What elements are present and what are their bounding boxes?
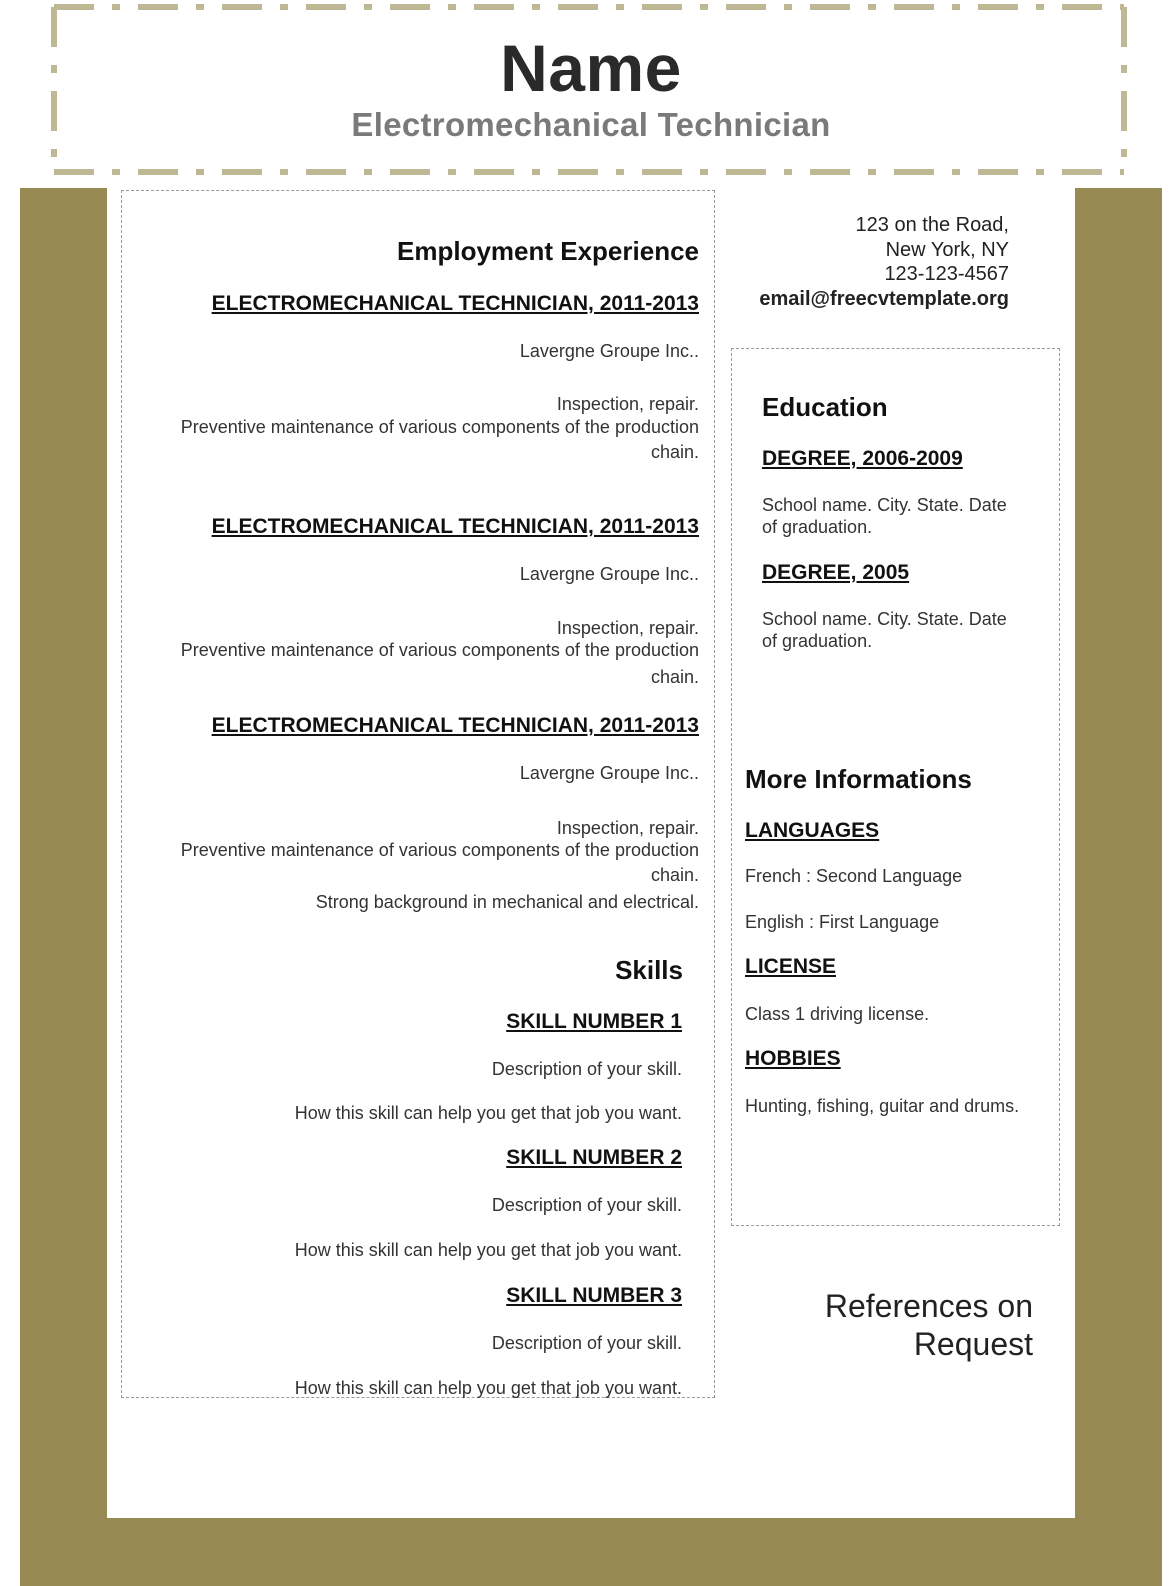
candidate-title: Electromechanical Technician bbox=[351, 106, 831, 143]
job-company: Lavergne Groupe Inc.. bbox=[519, 564, 699, 584]
references-line: References on bbox=[824, 1288, 1033, 1324]
skill-help: How this skill can help you get that job you want. bbox=[294, 1240, 682, 1260]
job-detail: Preventive maintenance of various components of the production bbox=[180, 640, 699, 660]
degree-detail: of graduation. bbox=[762, 631, 873, 651]
job-detail: Strong background in mechanical and electrical. bbox=[315, 892, 699, 912]
more-info-heading: More Informations bbox=[745, 764, 972, 794]
employment-heading: Employment Experience bbox=[397, 236, 699, 266]
skill-title: SKILL NUMBER 3 bbox=[506, 1284, 682, 1307]
job-title: ELECTROMECHANICAL TECHNICIAN, 2011-2013 bbox=[211, 515, 699, 538]
education-heading: Education bbox=[762, 392, 888, 422]
language-item: English : First Language bbox=[745, 912, 940, 932]
references-note bbox=[780, 1287, 1033, 1363]
contact-block bbox=[731, 213, 1009, 311]
hobbies-detail: Hunting, fishing, guitar and drums. bbox=[745, 1096, 1020, 1116]
skill-help: How this skill can help you get that job you want. bbox=[294, 1103, 682, 1123]
job-title: ELECTROMECHANICAL TECHNICIAN, 2011-2013 bbox=[211, 714, 699, 737]
job-detail: Preventive maintenance of various components of the production bbox=[180, 417, 699, 437]
job-company: Lavergne Groupe Inc.. bbox=[519, 763, 699, 783]
language-item: French : Second Language bbox=[745, 866, 963, 886]
address-line: New York, NY bbox=[885, 238, 1009, 261]
references-line: Request bbox=[913, 1326, 1033, 1362]
address-line: 123 on the Road, bbox=[855, 214, 1009, 236]
email-address: email@freecvtemplate.org bbox=[759, 287, 1009, 310]
phone-number: 123-123-4567 bbox=[884, 263, 1009, 285]
license-detail: Class 1 driving license. bbox=[745, 1004, 930, 1024]
hobbies-heading: HOBBIES bbox=[745, 1047, 841, 1070]
skill-title: SKILL NUMBER 2 bbox=[506, 1146, 682, 1169]
job-title: ELECTROMECHANICAL TECHNICIAN, 2011-2013 bbox=[211, 292, 699, 315]
license-heading: LICENSE bbox=[745, 955, 837, 978]
header bbox=[48, 0, 1134, 178]
job-detail: chain. bbox=[650, 667, 699, 687]
skill-description: Description of your skill. bbox=[491, 1333, 682, 1353]
job-detail: chain. bbox=[650, 865, 699, 885]
degree-detail: School name. City. State. Date bbox=[762, 495, 1007, 515]
skill-title: SKILL NUMBER 1 bbox=[506, 1010, 682, 1033]
skill-help: How this skill can help you get that job you want. bbox=[294, 1378, 682, 1398]
job-detail: Preventive maintenance of various components of the production bbox=[180, 840, 699, 860]
degree-detail: School name. City. State. Date bbox=[762, 609, 1007, 629]
degree-title: DEGREE, 2005 bbox=[762, 561, 910, 584]
degree-title: DEGREE, 2006-2009 bbox=[762, 447, 963, 470]
job-detail: chain. bbox=[650, 442, 699, 462]
candidate-name: Name bbox=[500, 31, 682, 105]
skills-heading: Skills bbox=[615, 955, 683, 985]
job-detail: Inspection, repair. bbox=[556, 818, 699, 838]
skill-description: Description of your skill. bbox=[491, 1059, 682, 1079]
skill-description: Description of your skill. bbox=[491, 1195, 682, 1215]
degree-detail: of graduation. bbox=[762, 517, 873, 537]
languages-heading: LANGUAGES bbox=[745, 819, 880, 842]
job-detail: Inspection, repair. bbox=[556, 394, 699, 414]
job-company: Lavergne Groupe Inc.. bbox=[519, 341, 699, 361]
job-detail: Inspection, repair. bbox=[556, 618, 699, 638]
